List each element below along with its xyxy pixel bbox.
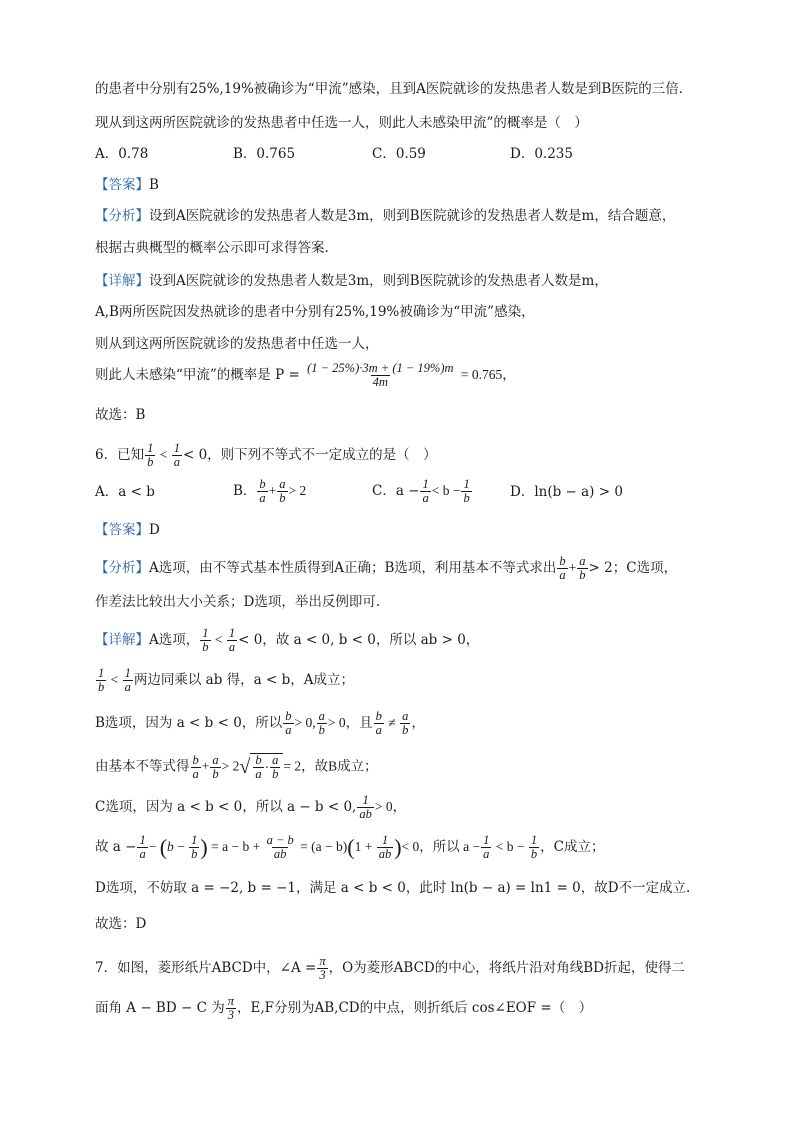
analysis-tag: 【分析】 xyxy=(95,560,149,576)
frac-1-over-a: $\frac{1}{a}$ xyxy=(173,441,180,469)
q6-stem-post: < 0，则下列不等式不一定成立的是（ ） xyxy=(182,447,437,463)
prob-denominator: 4m xyxy=(372,375,388,389)
q6-detail-c2: 故 a − $\frac{1}{a}$ − (b − $\frac{1}{b}$ ) = a − b + $\frac{a - b}{ab}$ = (a − b)(1 + $\frac{1}{ab}$ )< 0，所以 a − $\frac{1}{a}$ < b − $\frac{1}{b}$ ，C成立； xyxy=(95,833,605,861)
detail-tag: 【详解】 xyxy=(95,273,149,289)
q6-conclusion: 故选：D xyxy=(95,916,147,932)
q6-stem: 6．已知 $\frac{1}{b}$ < $\frac{1}{a}$ < 0，则下列不等式不一定成立的是（ ） xyxy=(95,441,437,469)
answer-tag: 【答案】 xyxy=(95,522,149,538)
q6-analysis-line1: 【分析】A选项，由不等式基本性质得到A正确；B选项，利用基本不等式求出 $\frac{b}{a}$ + $\frac{a}{b}$ > 2；C选项， xyxy=(95,554,678,582)
answer-value: D xyxy=(149,522,160,538)
q5-option-a: A．0.78 xyxy=(95,146,149,162)
q5-analysis-line2: 根据古典概型的概率公示即可求得答案. xyxy=(95,240,329,256)
detail-text: 设到A医院就诊的发热患者人数是3m，则到B医院就诊的发热患者人数是m， xyxy=(149,273,608,289)
q5-detail-line2: A,B两所医院因发热就诊的患者中分别有25%,19%被确诊为“甲流”感染， xyxy=(95,304,535,320)
q7-line1: 7．如图，菱形纸片ABCD中，∠A = $\frac{\pi}{3}$ ，O为菱形ABCD的中心，将纸片沿对角线BD折起，使得二 xyxy=(95,954,685,982)
q5-option-d: D．0.235 xyxy=(510,146,573,162)
prob-pre: 则此人未感染“甲流”的概率是 P = xyxy=(95,367,300,383)
prob-fraction xyxy=(305,362,455,389)
q6-detail-c1: C选项，因为 a < b < 0，所以 a − b < 0, $\frac{1}{ab}$ > 0， xyxy=(95,793,407,821)
answer-tag: 【答案】 xyxy=(95,177,149,193)
q7-line2: 面角 A − BD − C 为 $\frac{\pi}{3}$ ，E,F分别为AB,CD的中点，则折纸后 cos∠EOF =（ ） xyxy=(95,994,593,1022)
prob-numerator: (1 − 25%)·3m + (1 − 19%)m xyxy=(307,361,454,375)
frac-1-over-b: $\frac{1}{b}$ xyxy=(147,441,154,469)
q5-line1: 的患者中分别有25%,19%被确诊为“甲流”感染，且到A医院就诊的发热患者人数是到B医院的三倍． xyxy=(95,81,693,97)
q5-option-c: C．0.59 xyxy=(372,146,426,162)
q5-analysis-line1 xyxy=(95,206,675,226)
q5-conclusion: 故选：B xyxy=(95,407,146,423)
q5-line2: 现从到这两所医院就诊的发热患者中任选一人，则此人未感染甲流”的概率是（ ） xyxy=(95,115,588,131)
pi-over-3: $\frac{\pi}{3}$ xyxy=(227,994,234,1022)
q5-detail-line3: 则从到这两所医院就诊的发热患者中任选一人， xyxy=(95,336,379,352)
q6-option-c: C．a − $\frac{1}{a}$ < b − $\frac{1}{b}$ xyxy=(372,477,470,505)
q6-option-d: D．ln(b − a) > 0 xyxy=(510,484,623,500)
q6-detail-a1: 【详解】A选项， $\frac{1}{b}$ < $\frac{1}{a}$ < 0，故 a < 0, b < 0，所以 ab > 0， xyxy=(95,626,480,654)
q6-detail-b1: B选项，因为 a < b < 0，所以 $\frac{b}{a}$ > 0, $\frac{a}{b}$ > 0，且 $\frac{b}{a}$ ≠ $\frac{a}{b}$ ， xyxy=(95,709,425,737)
q6-option-a: A．a < b xyxy=(95,484,155,500)
q5-answer xyxy=(95,175,159,195)
q6-detail-b2: 由基本不等式得 $\frac{b}{a}$ + $\frac{a}{b}$ > 2 √ $\frac{b}{a}$ · $\frac{a}{b}$ = 2，故B成立； xyxy=(95,752,378,781)
q5-option-b: B．0.765 xyxy=(233,146,296,162)
pi-over-3: $\frac{\pi}{3}$ xyxy=(319,954,326,982)
q6-stem-pre: 6．已知 xyxy=(95,447,145,463)
detail-tag: 【详解】 xyxy=(95,632,149,648)
q6-option-b: B． $\frac{b}{a}$ + $\frac{a}{b}$ > 2 xyxy=(233,477,307,505)
analysis-tag: 【分析】 xyxy=(95,208,149,224)
q5-detail-line4 xyxy=(95,362,516,389)
sqrt-expression: √ $\frac{b}{a}$ · $\frac{a}{b}$ xyxy=(239,753,283,781)
analysis-text: 设到A医院就诊的发热患者人数是3m，则到B医院就诊的发热患者人数是m，结合题意， xyxy=(149,208,676,224)
q6-detail-a2: $\frac{1}{b}$ < $\frac{1}{a}$ 两边同乘以 ab 得，a < b，A成立； xyxy=(98,666,354,694)
q6-analysis-line2: 作差法比较出大小关系；D选项，举出反例即可. xyxy=(95,594,381,610)
q5-detail-line1 xyxy=(95,271,608,291)
answer-value: B xyxy=(149,177,159,193)
prob-result: = 0.765， xyxy=(460,367,516,382)
q6-detail-d: D选项，不妨取 a = −2, b = −1，满足 a < b < 0，此时 ln(b − a) = ln1 = 0，故D不一定成立. xyxy=(95,880,691,896)
q6-answer xyxy=(95,520,160,540)
